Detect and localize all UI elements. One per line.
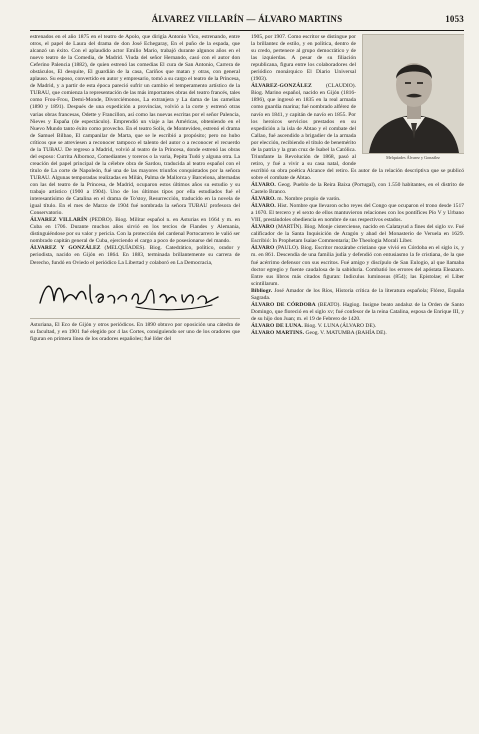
entry-text: Geog. V. MATUMBA (BAHÍA DE). [304,329,387,336]
entry-alvaro-hist [251,203,464,224]
entry-headword: ÁLVAREZ Y GONZÁLEZ [30,245,101,252]
dictionary-page [30,14,464,724]
portrait-photo-icon [362,34,464,154]
entry-bibliography [251,288,464,302]
entry-text: Hist. Nombre que llevaron ocho reyes del Congo que ocuparon el trono desde 1517 a 1670. El tercero y el sexto de ellos mantuvieron relaciones con los pontífices Pío V y Urbano VIII, prestándoles obediencia en nombre de sus respectivos estados. [251,203,464,224]
entry-text: Biog. V. LUNA (ÁLVARO DE). [302,322,377,329]
entry-text: (BEATO). Hagiog. Insigne beato andaluz de la Orden de Santo Domingo, que floreció en el siglo xv; fué confesor de la reina Catalina, esposa de Enrique III, y de su hijo don Juan; m. el 19 de Febrero de 1420. [251,301,464,322]
portrait-caption: Melquíades Álvarez y González [386,155,440,160]
alvarez-y-gonzalez-continuation: Asturiana, El Eco de Gijón y otros periódicos. En 1890 obtuvo por oposición una cátedra de su facultad, y en 1901 fué elegido por 4 las Cortes, consiguiendo ser uno de los oradores que figuran en primera línea de los oradores españoles; fué líder del [30,321,240,342]
entry-headword: ÁLVARO [251,245,275,252]
entry-headword: ÁLVAREZ VILLARÍN [30,217,88,224]
entry-headword: ÁLVARO. [251,181,276,188]
entry-text: Geog. Pueblo de la Reira Baixa (Portugal), con 1.550 habitantes, en el distrito de Castelo Branco. [251,181,464,196]
entry-headword: ÁLVARO DE CÓRDOBA [251,301,316,308]
entry-alvarez-y-gonzalez [30,245,240,266]
entry-headword: ÁLVARO MARTINS. [251,329,305,336]
left-column [30,34,240,724]
entry-alvaro-de-cordoba [251,302,464,323]
entry-alvaro-de-luna [251,323,464,330]
entry-alvaro-paulo [251,245,464,287]
entry-text: m. Nombre propio de varón. [275,196,341,203]
entry-text: (MELQUÍADES). Biog. Catedrático, político, orador y periodista, nacido en Gijón en 1864. En 1883, terminada brillantemente su carrera de Derecho, fundó en Oviedo el periódico La Libertad y colaboró en La Democracia, [30,245,240,266]
entry-headword: ÁLVARO. [251,203,276,210]
page-number: 1053 [445,14,464,24]
entry-headword: ÁLVAREZ-GONZÁLEZ [251,83,312,90]
entry-text: (PEDRO). Biog. Militar español n. en Asturias en 1664 y m. en Cuba en 1706. Durante muchos años sirvió en los tercios de Flandes y Alemania, distinguiéndose por su valor y pericia. Con la protección del cardenal Portocarrero le valió ser nombrado capitán general de Cuba, ejerciendo el cargo a poco de posesionarse del mando. [30,217,240,245]
right-column [251,34,464,724]
signature-rule [30,318,240,319]
entry-text: (PAULO). Biog. Escritor mozárabe cristiano que vivió en Córdoba en el siglo ix, y m. en 861. Descendía de una familia judía y defendió con entusiasmo la fe cristiana, de la que fué acérrimo defensor con sus escritos. Fué amigo y discípulo de San Eulogio, al que llamaba doctor egregio y fuente caudalosa de la sabiduría. Combatió los errores del apóstata Eleazaro. Entre sus libros más citados figuran: Indiculus luminosus (854); las Epistolae; el Liber scintillarum. [251,245,464,287]
entry-alvaro-geog [251,182,464,196]
running-title: ÁLVAREZ VILLARÍN — ÁLVARO MARTINS [151,14,343,24]
page-header [30,14,464,28]
header-rule [30,30,464,31]
entry-alvaro-martin [251,224,464,245]
entry-text: José Amador de los Ríos, Historia crítica de la literatura española; Flórez, España Sagrada. [251,287,464,301]
portrait-figure [362,34,464,160]
alvarez-y-gonzalez-end: 1905, por 1907. Como escritor se distingue por la brillantez de estilo, y en política, dentro de su credo, pertenece al grupo democrático y de las izquierdas. A pesar de su filiación republicana, figura entre los colaboradores del periódico monárquico El Diario Universal (1903). [251,34,356,83]
entry-text: (CLAUDIO). Biog. Marino español, nacido en Gijón (1816-1896), que ingresó en 1835 en la real armada como guardia marina; fué nombrado alférez de navío en 1841, y capitán de navío en 1855. Por los heroicos servicios prestados en su expedición a la isla de Abtao y el combate del Callao, fué ascendido a brigadier de la armada por elección, recibiendo el título de benemérito de la patria y la gran cruz de Isabel la Católica. Triunfante la Revolución de 1868, pasó al retiro, y fué a vivir a su casa natal, donde escribió su obra poética Alcance del retiro. Es autor de la relación descriptiva que se publicó sobre el combate de Abtao. [251,83,464,181]
entry-alvaro-martins [251,330,464,337]
tubau-continuation: estrenados en el año 1875 en el teatro de Apolo, que dirigía Antonio Vico, estrenando, entre otros, el papel de Laura del drama de don José Echegaray, En el puño de la espada, que alcanzó un éxito. Con el aplaudido actor Emilio Mario, trabajó durante algunos años en el nuevo teatro de la Comedia, de Madrid. Viuda del señor Hernando, casó con el autor don Ceferino Palencia (1882), de quien estrenó las comedias El cura de San Antonio, Carrera de obstáculos, El desquite, El guardián de la casa, Cariños que matan y otras, con general aplauso. Su esposo, convertido en autor y empresario, tomó a su cargo el teatro de la Princesa, de Madrid, y a partir de esta época pareció sufrir un cambio el temperamento artístico de la TUBAU, que comienza la representación de las más importantes obras del teatro francés, tales como Frou-Frou, Demi-Monde, Divorciémonos, La extranjera y La dama de las camelias (1890 y 1891). Después de una expedición a provincias, volvió a la corte y estrenó otras varias obras francesas, Odette y Francillon, así como las nuevas escritas por el señor Palencia, Nieves y España (de espectáculo). Emprendió un viaje a las Américas, obteniendo en el Nuevo Mundo tanto éxito como provecho. En el teatro Solís, de Montevideo, estrenó el drama de Samuel Bilbao, El campanilar de Marta, que se le escribió a propósito; pero no hubo críticos que se atreviesen a reconocer tampoco el talento del autor o a reconocer el recuerdo de la TUBAU. De regreso a Madrid, volvió al teatro de la Princesa, donde estrenó las obras del esposo: Currita Albornoz, Comediantes y toreros o la varia, Pepita Tudó y alguna otra. La creación del papel principal de la célebre obra de Sardou, traducida al teatro español con el título de La corte de Napoleón, fué una de las mayores triunfos conquistados por la señora TUBAU. Algunas temporadas realizadas en Milán, Palma de Mallorca y Barcelona, alternadas con las del teatro de la Princesa, de Madrid, ocuparon estos últimos años su estudio y su trabajo artístico (1900 a 1904). Uno de los últimos tipos por ella estudiados fué el interesantísimo de Catalina en el drama de To'stoy, Resurrección, traducido en la novela de igual título. En el mes de Marzo de 1904 fué nombrada la señora TUBAU profesora del Conservatorio. [30,34,240,217]
entry-text: (MARTÍN). Biog. Monje cisterciense, nacido en Calatayud a fines del siglo xv. Fué calificador de la Santa Inquisición de Aragón y abad del Monasterio de Veruela en 1629. Escribió: In Prophetam Isaiae Commentaria; De Theologia Morali Liber. [251,224,464,245]
entry-headword: ÁLVARO [251,224,275,231]
entry-headword: Bibliogr. [251,287,273,294]
handwritten-signature-icon [30,271,240,319]
entry-headword: ÁLVARO DE LUNA. [251,322,303,329]
entry-alvarez-villarin [30,217,240,245]
entry-headword: ÁLVARO. [251,196,276,203]
